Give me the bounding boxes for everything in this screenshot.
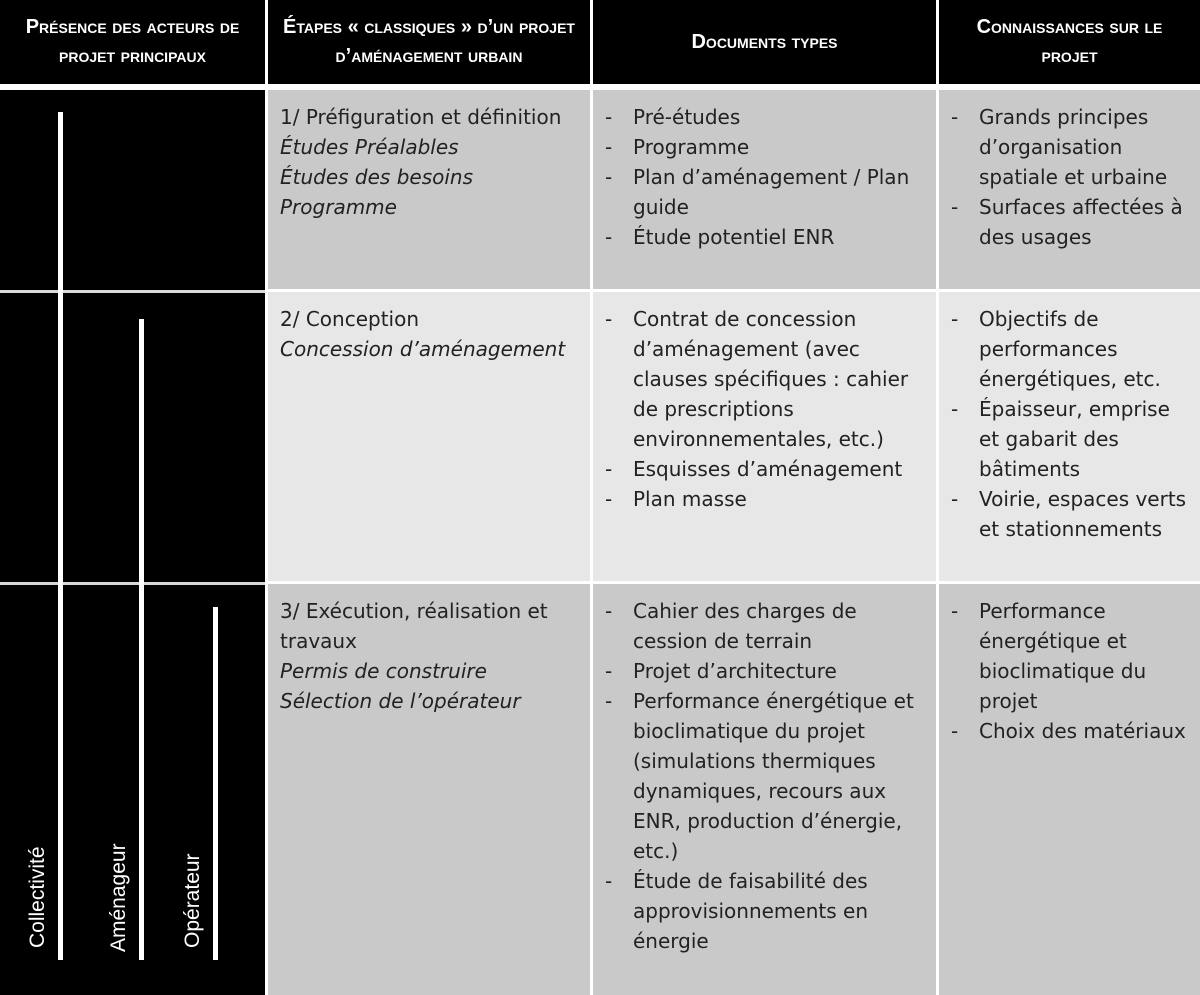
- step-title: 1/ Préfiguration et définition: [280, 105, 562, 129]
- documents-cell-1: [593, 90, 936, 289]
- actor-label-amenageur: Aménageur: [107, 843, 130, 952]
- step-item: Permis de construire: [280, 659, 487, 683]
- list-item: - Cahier des charges de cession de terrain: [605, 596, 924, 656]
- actor-label-operateur: Opérateur: [181, 853, 204, 948]
- knowledge-list: [951, 596, 1188, 746]
- step-item: Concession d’aménagement: [280, 337, 566, 361]
- knowledge-cell-2: [939, 292, 1200, 581]
- list-item: - Plan d’aménagement / Plan guide: [605, 162, 924, 222]
- list-item: - Performance énergétique et bioclimatique du projet (simulations thermiques dynamiques, recours aux ENR, production d’énergie, etc.): [605, 686, 924, 866]
- knowledge-cell-1: [939, 90, 1200, 289]
- step-item: Études Préalables: [280, 135, 459, 159]
- step-title: 3/ Exécution, réalisation et travaux: [280, 599, 548, 653]
- list-item: - Contrat de concession d’aménagement (avec clauses spécifiques : cahier de prescriptions environnementales, etc.): [605, 304, 924, 454]
- list-item: - Plan masse: [605, 484, 924, 514]
- documents-list: [605, 304, 924, 514]
- step-item: Études des besoins: [280, 165, 474, 189]
- step-cell-2: [268, 292, 590, 581]
- documents-list: [605, 596, 924, 956]
- step-item: Programme: [280, 195, 397, 219]
- documents-cell-3: [593, 584, 936, 995]
- list-item: - Voirie, espaces verts et stationnements: [951, 484, 1188, 544]
- list-item: - Programme: [605, 132, 924, 162]
- row-divider: [0, 290, 265, 293]
- knowledge-cell-3: [939, 584, 1200, 995]
- step-item: Sélection de l’opérateur: [280, 689, 521, 713]
- knowledge-list: [951, 304, 1188, 544]
- header-steps: Étapes « classiques » d’un projet d’aménagement urbain: [268, 0, 590, 84]
- list-item: - Étude de faisabilité des approvisionnements en énergie: [605, 866, 924, 956]
- row-divider: [0, 582, 265, 585]
- step-title: 2/ Conception: [280, 307, 420, 331]
- list-item: - Épaisseur, emprise et gabarit des bâtiments: [951, 394, 1188, 484]
- list-item: - Choix des matériaux: [951, 716, 1188, 746]
- step-cell-1: [268, 90, 590, 289]
- list-item: - Objectifs de performances énergétiques, etc.: [951, 304, 1188, 394]
- list-item: - Performance énergétique et bioclimatique du projet: [951, 596, 1188, 716]
- header-documents: Documents types: [593, 0, 936, 84]
- list-item: - Étude potentiel ENR: [605, 222, 924, 252]
- list-item: - Esquisses d’aménagement: [605, 454, 924, 484]
- actor-label-collectivite: Collectivité: [26, 846, 49, 948]
- header-knowledge: Connaissances sur le projet: [939, 0, 1200, 84]
- actors-column: [0, 90, 265, 995]
- operateur-presence-bar: [213, 607, 218, 960]
- list-item: - Surfaces affectées à des usages: [951, 192, 1188, 252]
- knowledge-list: [951, 102, 1188, 252]
- list-item: - Grands principes d’organisation spatiale et urbaine: [951, 102, 1188, 192]
- step-cell-3: [268, 584, 590, 995]
- collectivite-presence-bar: [58, 112, 63, 960]
- documents-cell-2: [593, 292, 936, 581]
- list-item: - Pré-études: [605, 102, 924, 132]
- amenageur-presence-bar: [139, 319, 144, 960]
- list-item: - Projet d’architecture: [605, 656, 924, 686]
- documents-list: [605, 102, 924, 252]
- header-actors: Présence des acteurs de projet principaux: [0, 0, 265, 84]
